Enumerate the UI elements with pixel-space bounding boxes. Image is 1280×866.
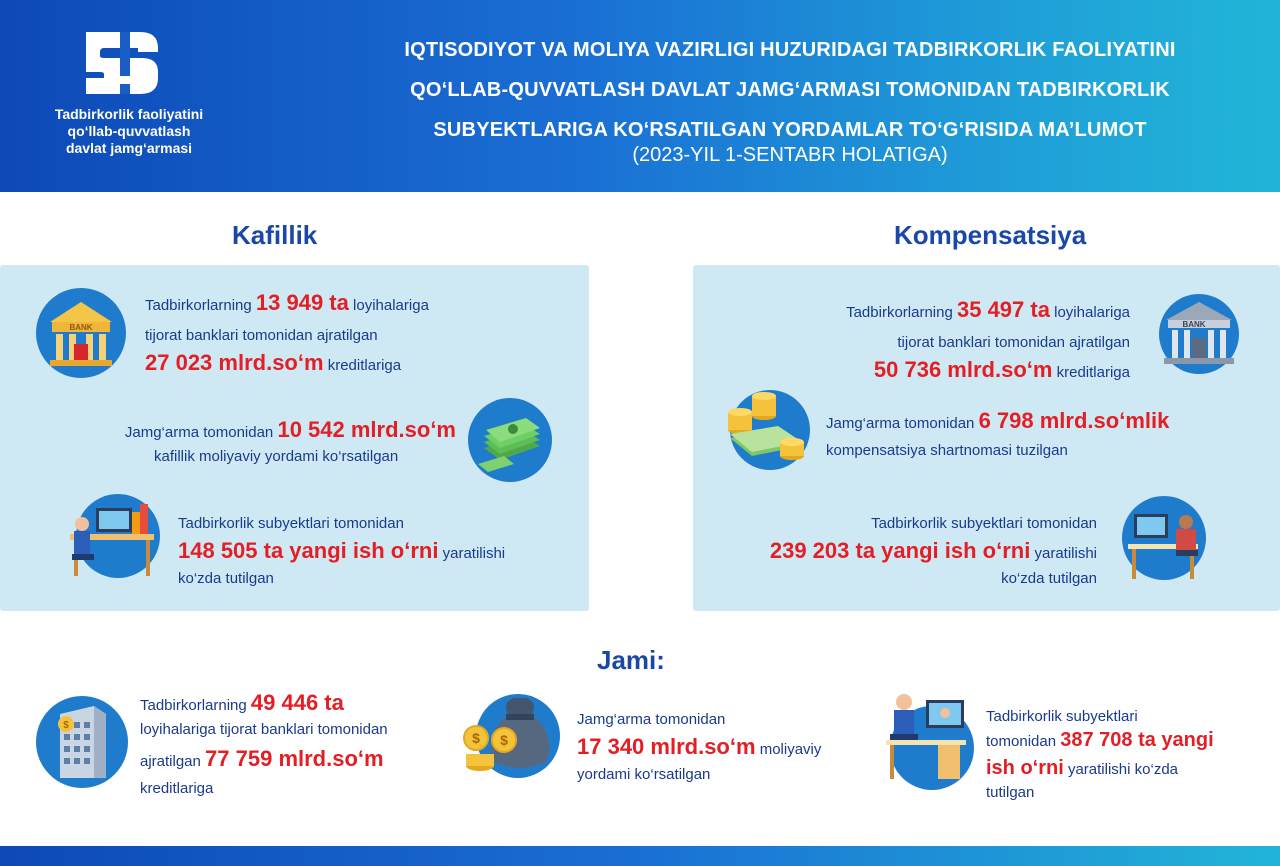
highlight-number: 77 759 mlrd.so‘m xyxy=(205,746,384,771)
text-segment: loyihalariga xyxy=(348,297,429,314)
svg-text:$: $ xyxy=(472,730,480,746)
footer-bar xyxy=(0,846,1280,866)
kafillik-bank-text xyxy=(145,289,429,381)
office-building-icon xyxy=(36,696,128,788)
title-line: SUBYEKTLARIGA KO‘RSATILGAN YORDAMLAR TO‘G‘RISIDA MA’LUMOT xyxy=(433,119,1147,141)
text-segment: tomonidan xyxy=(986,733,1061,750)
text-segment: Tadbirkorlarning xyxy=(140,697,251,714)
kafillik-heading: Kafillik xyxy=(232,220,318,250)
highlight-number: 239 203 ta yangi ish o‘rni xyxy=(769,538,1031,563)
title-line: IQTISODIYOT VA MOLIYA VAZIRLIGI HUZURIDAGI TADBIRKORLIK FAOLIYATINI xyxy=(404,39,1176,61)
logo-mark xyxy=(80,28,162,98)
highlight-number: 387 708 ta yangi xyxy=(1060,729,1214,751)
logo-text-line: davlat jamg‘armasi xyxy=(65,140,193,156)
kompensatsiya-contract-text xyxy=(826,406,1169,461)
text-line: tijorat banklari tomonidan ajratilgan xyxy=(897,334,1130,351)
highlight-number: 13 949 ta xyxy=(255,290,349,315)
highlight-number: 49 446 ta xyxy=(250,690,344,715)
text-segment: moliyaviy xyxy=(755,741,822,758)
highlight-number: 50 736 mlrd.so‘m xyxy=(873,357,1053,382)
text-line: Tadbirkorlik subyektlari xyxy=(986,708,1138,725)
page-subtitle: (2023-YIL 1-SENTABR HOLATIGA) xyxy=(632,144,948,166)
text-line: ko‘zda tutilgan xyxy=(1001,570,1097,587)
text-segment: yaratilishi xyxy=(1030,545,1097,562)
highlight-number: 148 505 ta yangi ish o‘rni xyxy=(178,538,439,563)
highlight-number: 27 023 mlrd.so‘m xyxy=(145,350,324,375)
highlight-number: 6 798 mlrd.so‘mlik xyxy=(978,408,1170,433)
text-segment: Jamg‘arma tomonidan xyxy=(826,415,979,432)
bank-gray-icon xyxy=(1154,294,1244,374)
text-segment: Jamg‘arma tomonidan xyxy=(124,424,278,441)
text-line: kreditlariga xyxy=(140,780,214,797)
money-bag-icon xyxy=(462,688,562,780)
office-worker-icon xyxy=(60,490,160,580)
text-line: Tadbirkorlik subyektlari tomonidan xyxy=(178,515,404,532)
kompensatsiya-bank-text xyxy=(730,296,1130,388)
logo-text-line: qo‘llab-quvvatlash xyxy=(67,123,191,139)
highlight-number: 10 542 mlrd.so‘m xyxy=(277,417,456,442)
title-line: QO‘LLAB-QUVVATLASH DAVLAT JAMG‘ARMASI TOMONIDAN TADBIRKORLIK xyxy=(410,79,1170,101)
text-segment: yaratilishi xyxy=(438,545,506,562)
text-segment: yaratilishi ko‘zda xyxy=(1063,761,1179,778)
text-line: loyihalariga tijorat banklari tomonidan xyxy=(140,721,388,738)
logo-text-line: Tadbirkorlik faoliyatini xyxy=(54,106,204,122)
kafillik-jobs-text xyxy=(178,514,505,589)
highlight-number: 17 340 mlrd.so‘m xyxy=(577,734,756,759)
kafillik-guarantee-text xyxy=(56,416,456,467)
logo-text xyxy=(34,106,224,157)
office-worker-icon xyxy=(1120,494,1210,584)
highlight-number: 35 497 ta xyxy=(956,297,1050,322)
text-line: Jamg‘arma tomonidan xyxy=(577,711,726,728)
svg-text:$: $ xyxy=(500,732,508,748)
header-banner xyxy=(0,0,1280,192)
text-line: kafillik moliyaviy yordami ko‘rsatilgan xyxy=(154,448,399,465)
text-segment: kreditlariga xyxy=(1052,364,1130,381)
highlight-number: ish o‘rni xyxy=(986,757,1064,779)
page-title xyxy=(300,30,1280,150)
text-segment: Tadbirkorlarning xyxy=(145,297,256,314)
kompensatsiya-jobs-text xyxy=(700,514,1097,589)
svg-text:BANK: BANK xyxy=(1182,320,1206,329)
text-line: yordami ko‘rsatilgan xyxy=(577,766,711,783)
bank-icon xyxy=(36,288,126,378)
money-stack-icon xyxy=(468,398,552,482)
video-call-worker-icon xyxy=(876,688,976,792)
text-line: kompensatsiya shartnomasi tuzilgan xyxy=(826,442,1068,459)
text-segment: Tadbirkorlarning xyxy=(846,304,957,321)
jami-jobs-text xyxy=(986,707,1214,803)
jami-heading: Jami: xyxy=(597,645,665,675)
coins-cash-icon xyxy=(722,390,814,472)
text-line: tijorat banklari tomonidan ajratilgan xyxy=(145,327,378,344)
text-segment: kreditlariga xyxy=(323,357,402,374)
svg-text:$: $ xyxy=(63,720,69,731)
text-line: Tadbirkorlik subyektlari tomonidan xyxy=(871,515,1097,532)
text-line: tutilgan xyxy=(986,784,1035,801)
text-line: ko‘zda tutilgan xyxy=(178,570,274,587)
text-segment: loyihalariga xyxy=(1049,304,1130,321)
jami-support-text xyxy=(577,710,821,785)
jami-projects-text xyxy=(140,689,388,799)
text-segment: ajratilgan xyxy=(140,753,206,770)
svg-text:BANK: BANK xyxy=(69,323,93,332)
kompensatsiya-heading: Kompensatsiya xyxy=(894,220,1087,250)
